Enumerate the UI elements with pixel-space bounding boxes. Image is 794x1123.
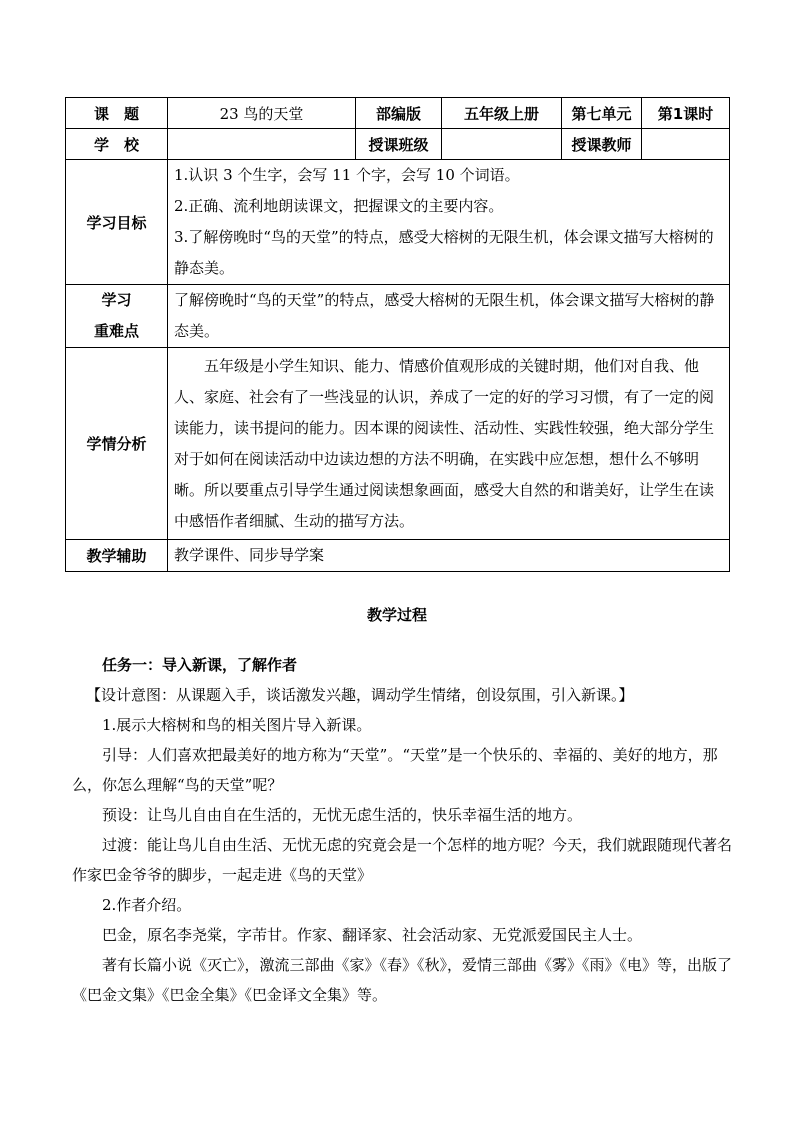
paragraph: 巴金，原名李尧棠，字芾甘。作家、翻译家、社会活动家、无党派爱国民主人士。 [102,926,643,944]
table-row-school [66,129,730,160]
period-cell: 第1课时 [642,98,730,129]
goal-item: 3.了解傍晚时“鸟的天堂”的特点，感受大榕树的无限生机，体会课文描写大榕树的静态美。 [174,228,714,277]
paragraph: 预设：让鸟儿自由自在生活的，无忧无虑生活的，快乐幸福生活的地方。 [102,806,583,824]
difficulty-label-line1: 学习 [101,291,132,309]
grade-cell: 五年级上册 [442,98,562,129]
table-row-goals [66,160,730,285]
table-row-topic [66,98,730,129]
teacher-label: 授课教师 [562,129,642,160]
class-value [442,129,562,160]
goals-content [168,160,730,285]
school-label: 学 校 [66,129,168,160]
class-label: 授课班级 [356,129,442,160]
process-body [72,650,732,1010]
table-row-aids [66,540,730,572]
design-note: 【设计意图：从课题入手，谈话激发兴趣，调动学生情绪，创设氛围，引入新课。】 [86,686,634,704]
analysis-label: 学情分析 [66,348,168,540]
goal-item: 1.认识 3 个生字，会写 11 个字，会写 10 个词语。 [174,166,520,184]
section-title: 教学过程 [366,606,427,624]
unit-cell: 第七单元 [562,98,642,129]
edition-cell: 部编版 [356,98,442,129]
goal-item: 2.正确、流利地朗读课文，把握课文的主要内容。 [174,197,504,215]
paragraph: 2.作者介绍。 [102,896,192,914]
paragraph: 过渡：能让鸟儿自由生活、无忧无虑的究竟会是一个怎样的地方呢？今天，我们就跟随现代著名作家巴金爷爷的脚步，一起走进《鸟的天堂》 [72,836,733,884]
analysis-content: 五年级是小学生知识、能力、情感价值观形成的关键时期，他们对自我、他人、家庭、社会有了一些浅显的认识，养成了一定的好的学习习惯，有了一定的阅读能力，读书提问的能力。因本课的阅读性、活动性、实践性较强，绝大部分学生对于如何在阅读活动中边读边想的方法不明确，在实践中应怎想，想什么不够明晰。所以要重点引导学生通过阅读想象画面，感受大自然的和谐美好，让学生在读中感悟作者细腻、生动的描写方法。 [168,348,730,540]
lesson-title: 23 鸟的天堂 [168,98,356,129]
aids-label: 教学辅助 [66,540,168,572]
aids-content: 教学课件、同步导学案 [168,540,730,572]
table-row-difficulty [66,285,730,348]
lesson-info-table [65,97,730,572]
task-heading: 任务一：导入新课，了解作者 [102,656,298,674]
paragraph: 著有长篇小说《灭亡》，激流三部曲《家》《春》《秋》，爱情三部曲《雾》《雨》《电》等，出版了《巴金文集》《巴金全集》《巴金译文全集》等。 [72,956,733,1004]
topic-label: 课 题 [66,98,168,129]
paragraph: 1.展示大榕树和鸟的相关图片导入新课。 [102,716,372,734]
difficulty-content: 了解傍晚时“鸟的天堂”的特点，感受大榕树的无限生机，体会课文描写大榕树的静态美。 [168,285,730,348]
teacher-value [642,129,730,160]
difficulty-label-line2: 重难点 [93,322,139,340]
goals-label: 学习目标 [66,160,168,285]
school-value [168,129,356,160]
paragraph: 引导：人们喜欢把最美好的地方称为“天堂”。“天堂”是一个快乐的、幸福的、美好的地方，那么，你怎么理解“鸟的天堂”呢？ [72,746,718,794]
difficulty-label [66,285,168,348]
table-row-analysis [66,348,730,540]
